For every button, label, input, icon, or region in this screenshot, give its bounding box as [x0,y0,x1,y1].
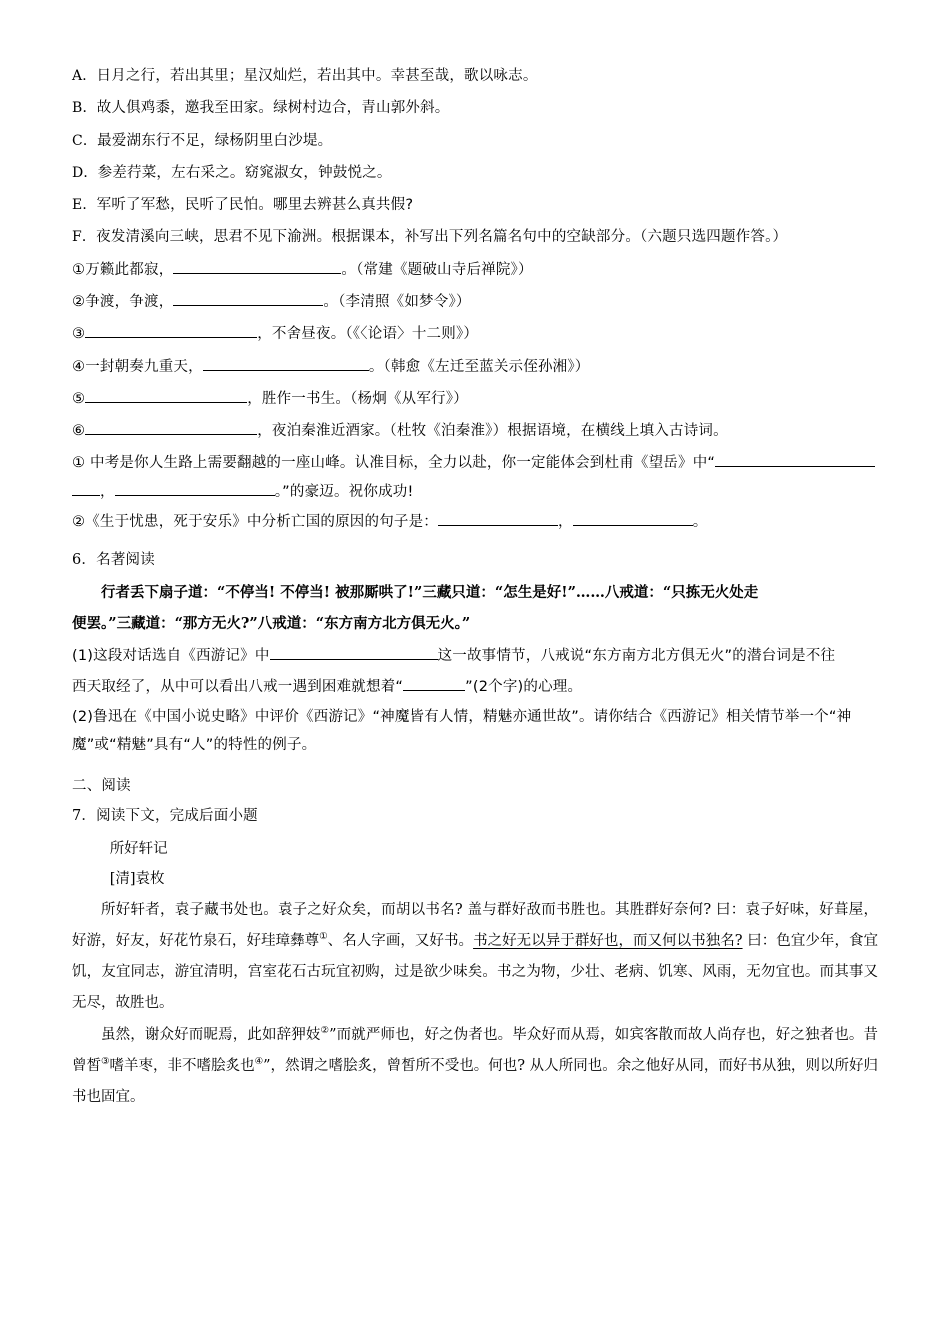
answer-blank[interactable] [715,466,875,467]
item-text-part3: 。”的豪迈。祝你成功! [274,483,414,500]
fill-blank-list [72,256,878,446]
choice-label: D． [72,164,98,181]
question-6-heading [72,546,878,574]
p2-b: ”而就严师也，好之伪者也。毕众好而从焉，如宾客散而故人尚存也，好之独 [329,1026,820,1043]
question-7-heading [72,802,878,830]
choice-text: 夜发清溪向三峡，思君不见下渝洲。根据课本，补写出下列名篇名句中的空缺部分。（六题只选四题作答。） [96,229,788,246]
question-text: 阅读下文，完成后面小题 [96,807,258,824]
choice-option [72,62,878,90]
q6-quote-line-2: 便罢。”三藏道：“那方无火?”八戒道：“东方南方北方俱无火。” [72,615,471,633]
answer-blank[interactable] [203,370,369,371]
fill-blank-item [72,353,878,381]
p2-d: 嗜羊枣，非不嗜脍炙也 [109,1057,255,1074]
question-number: 7． [72,807,97,824]
item-prefix: 争渡，争渡， [85,294,174,311]
choice-text: 故人俱鸡黍，邀我至田家。绿树村边合，青山郭外斜。 [96,100,450,117]
item-text-part2: ， [100,483,115,500]
choice-text: 日月之行，若出其里；星汉灿烂，若出其中。幸甚至哉，歌以咏志。 [96,68,538,84]
q6-sub1 [72,642,878,670]
item-suffix: ，不舍昼夜。（《〈论语〉十二则》） [257,326,479,343]
p1-d: 曰： [742,933,777,950]
item-number: ④ [72,358,86,375]
answer-blank[interactable] [115,495,275,496]
fill-blank-item [72,385,878,413]
answer-blank[interactable] [85,402,247,403]
choice-option [72,94,878,122]
item-text-part3: 。 [692,513,708,530]
item-number: ② [72,513,86,530]
answer-blank[interactable] [573,525,693,526]
choice-label: F． [72,229,97,246]
choice-list [72,62,878,252]
section-2-heading: 二、阅读 [72,777,131,794]
classical-text-title: 所好轩记 [109,841,168,858]
answer-blank[interactable] [438,525,558,526]
p1-e: 色宜少年，食宜饥，友宜同志，游宜清明，宫室花石古玩宜初购，过是欲少味矣。书之为物，少壮、老病、饥寒、风雨， [72,933,879,981]
choice-text: 军听了军愁，民听了民怕。哪里去辨甚么真共假? [96,197,414,214]
p1-b: 葺屋，好游，好友，好花竹泉石，好珪璋彝尊 [72,901,879,950]
answer-blank[interactable] [72,495,100,496]
q6-sub1-text-b: 这一故事情节，八戒说“东方南方北方俱无火”的潜台词是不往 [437,648,836,665]
p1-a: 所好轩者，袁子藏书处也。袁子之好众矣，而胡以书名? 盖与群好敌而书胜也。其胜群好奈何? 曰：袁子好味，好 [101,901,835,918]
fill-blank-item [72,417,878,445]
footnote-marker-3: ③ [101,1055,110,1067]
context-fill-item [72,449,878,506]
answer-blank[interactable] [173,305,323,306]
choice-text: 参差荇菜，左右采之。窈窕淑女，钟鼓悦之。 [97,164,392,181]
choice-option [72,191,878,219]
fill-blank-item [72,256,878,284]
footnote-marker-4: ④ [254,1055,264,1067]
choice-text: 最爱湖东行不足，绿杨阴里白沙堤。 [97,132,333,149]
item-number: ⑤ [72,390,86,407]
p2-c: 者也。昔曾皙 [72,1026,879,1074]
item-suffix: ，胜作一书生。（杨炯《从军行》） [247,390,468,407]
answer-blank[interactable] [85,434,257,435]
item-suffix: 。（常建《题破山寺后禅院》） [341,261,533,278]
item-suffix: ，夜泊秦淮近酒家。（杜牧《泊秦淮》）根据语境，在横线上填入古诗词。 [257,423,728,440]
q6-sub1-text-a: (1)这段对话选自《西游记》中 [72,648,270,665]
footnote-marker-1: ① [319,931,328,943]
question-title: 名著阅读 [96,552,155,569]
answer-blank[interactable] [85,337,257,338]
p1-c: 、名人字画，又好书。 [327,933,474,950]
item-number: ② [72,294,86,311]
item-number: ① [72,455,86,472]
item-suffix: 。（韩愈《左迁至蓝关示侄孙湘》） [368,358,590,375]
item-number: ① [72,261,86,278]
classical-text-paragraph-2 [72,1020,878,1114]
q6-sub2: (2)鲁迅在《中国小说史略》中评价《西游记》“神魔皆有人情，精魅亦通世故”。请你结合《西游记》相关情节举一个“神魔”或“精魅”具有“人”的特性的例子。 [72,708,852,754]
choice-option [72,223,878,251]
answer-blank[interactable] [173,273,341,274]
item-number: ③ [72,326,86,343]
question-number: 6． [72,552,97,569]
item-suffix: 。（李清照《如梦令》） [323,294,471,311]
item-prefix: 万籁此都寂， [85,261,174,278]
context-fill-item [72,508,878,536]
p2-a: 虽然，谢众好而昵焉，此如辞狎妓 [101,1026,321,1043]
q6-sub1-text-d: ”(2个字)的心理。 [465,678,583,695]
classical-text-author: [清]袁枚 [109,871,165,888]
footnote-marker-2: ② [320,1024,330,1036]
choice-label: E． [72,197,97,214]
item-prefix: 一封朝奏九重天， [85,358,203,375]
item-text-part2: ， [558,513,573,530]
p1-f: 无勿宜也。而其事又无尽，故胜也。 [72,964,879,1012]
q6-quote-line-1: 行者丢下扇子道：“不停当! 不停当! 被那厮哄了!”三藏只道：“怎生是好!”……八戒道：“只拣无火处走 [101,584,759,602]
classical-text-paragraph-1 [72,895,878,1020]
answer-blank[interactable] [403,690,465,691]
item-text-part1: 中考是你人生路上需要翻越的一座山峰。认准目标，全力以赴，你一定能体会到杜甫《望岳》中“ [90,455,716,472]
fill-blank-item [72,288,878,316]
choice-label: B． [72,100,97,117]
choice-label: C． [72,132,98,149]
choice-option [72,159,878,187]
choice-option [72,127,878,155]
p1-underlined: 书之好无以异于群好也，而又何以书独名? [473,933,743,950]
answer-blank[interactable] [270,659,438,660]
p2-e: ”，然谓之嗜脍炙，曾皙所不受也。何也? 从人所同也。余之他好从同，而好书 [263,1057,762,1074]
q6-sub1-cont [72,673,878,701]
fill-blank-item [72,320,878,348]
q6-sub1-text-c: 西天取经了，从中可以看出八戒一遇到困难就想着“ [72,678,404,695]
choice-label: A． [72,68,97,84]
item-number: ⑥ [72,423,86,440]
p2-f: 从独，则以所好归书也固宜。 [72,1057,879,1105]
context-fill-list [72,449,878,536]
item-text-part1: 《生于忧患，死于安乐》中分析亡国的原因的句子是： [85,513,439,530]
